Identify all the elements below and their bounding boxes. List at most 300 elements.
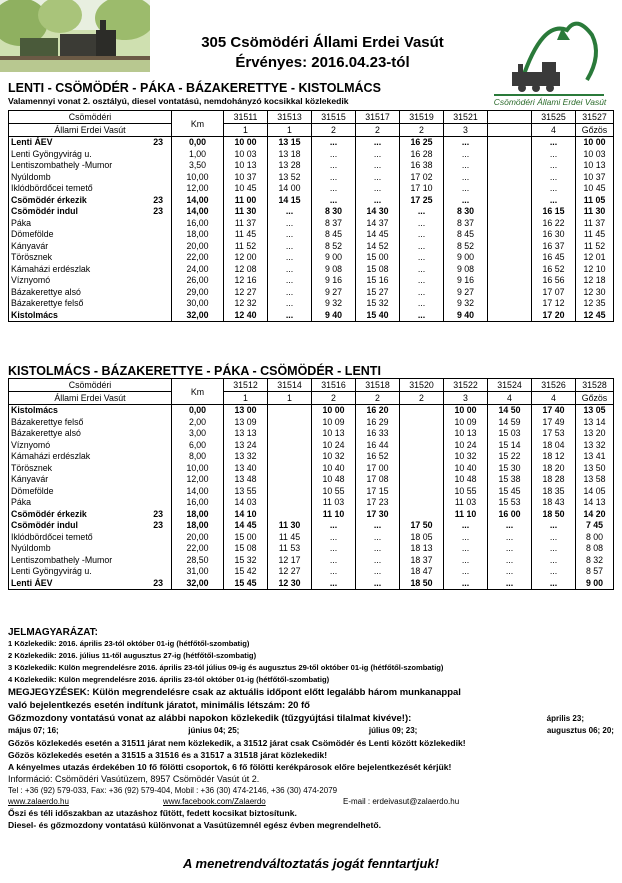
departure-time: ... — [444, 183, 488, 195]
station-label: Páka — [11, 217, 32, 228]
departure-time: 11 37 — [576, 218, 614, 230]
train-note: Gőzös — [576, 124, 614, 137]
departure-time: 11 53 — [268, 543, 312, 555]
departure-time: 10 00 — [312, 405, 356, 417]
departure-time — [488, 252, 532, 264]
departure-time: 9 00 — [576, 578, 614, 590]
station-label: Nyúldomb — [11, 543, 51, 553]
station-name — [9, 440, 172, 452]
departure-time: 8 00 — [576, 532, 614, 544]
departure-time: 10 48 — [444, 474, 488, 486]
departure-time: 12 08 — [224, 264, 268, 276]
departure-time: ... — [312, 520, 356, 532]
table-reference: 23 — [153, 520, 163, 530]
distance-km: 32,00 — [172, 310, 224, 322]
station-label: Törösznek — [11, 252, 53, 262]
station-row — [9, 137, 614, 149]
station-row — [9, 172, 614, 184]
info-address: Információ: Csömödéri Vasútüzem, 8957 Csömödér Vasút út 2. — [8, 774, 260, 784]
route2-title: KISTOLMÁCS - BÁZAKERETTYE - PÁKA - CSÖMÖDÉR - LENTI — [8, 364, 381, 378]
station-row — [9, 310, 614, 322]
departure-time: ... — [312, 137, 356, 149]
departure-time: 11 37 — [224, 218, 268, 230]
departure-time: 14 05 — [576, 486, 614, 498]
departure-time: ... — [312, 578, 356, 590]
departure-time: 10 00 — [576, 137, 614, 149]
station-label: Iklódbördőcei temető — [11, 531, 93, 542]
steam-days-row — [8, 712, 614, 725]
station-label: Csömödér érkezik — [11, 194, 87, 205]
departure-time: 13 55 — [224, 486, 268, 498]
departure-time: 9 08 — [312, 264, 356, 276]
steam-days-text: Gőzmozdony vontatású vonat az alábbi napokon közlekedik (tűzgyújtási tilalmat kivéve!): — [8, 713, 412, 724]
train-number: 31519 — [400, 111, 444, 124]
station-name — [9, 252, 172, 264]
departure-time — [488, 160, 532, 172]
departure-time: 13 41 — [576, 451, 614, 463]
departure-time: ... — [268, 206, 312, 218]
departure-time — [268, 428, 312, 440]
distance-km: 29,00 — [172, 287, 224, 299]
departure-time: 9 00 — [444, 252, 488, 264]
departure-time: 14 59 — [488, 417, 532, 429]
train-note: 2 — [400, 124, 444, 137]
station-name — [9, 149, 172, 161]
departure-time: ... — [444, 520, 488, 532]
station-label: Bázakerettye felső — [11, 416, 84, 427]
info-phones: Tel : +36 (92) 579-033, Fax: +36 (92) 579-404, Mobil : +36 (30) 474-2146, +36 (30) 474-2079 — [8, 786, 338, 795]
station-name — [9, 241, 172, 253]
departure-time: ... — [356, 578, 400, 590]
station-row — [9, 229, 614, 241]
departure-time: 10 24 — [444, 440, 488, 452]
departure-time: 8 52 — [312, 241, 356, 253]
departure-time: 14 37 — [356, 218, 400, 230]
departure-time: 10 45 — [576, 183, 614, 195]
departure-time: 18 35 — [532, 486, 576, 498]
departure-time: 15 27 — [356, 287, 400, 299]
station-row — [9, 509, 614, 521]
route1-subtitle: Valamennyi vonat 2. osztályú, diesel vontatású, nemdohányzó kocsikkal közlekedik — [8, 96, 349, 106]
departure-time: 11 10 — [312, 509, 356, 521]
distance-km: 0,00 — [172, 405, 224, 417]
departure-time: 17 30 — [356, 509, 400, 521]
departure-time: 18 50 — [400, 578, 444, 590]
station-name — [9, 566, 172, 578]
departure-time: 18 43 — [532, 497, 576, 509]
departure-time: 11 52 — [576, 241, 614, 253]
train-note: 2 — [356, 392, 400, 405]
station-row — [9, 451, 614, 463]
departure-time: 13 32 — [576, 440, 614, 452]
distance-km: 3,00 — [172, 428, 224, 440]
departure-time: 15 14 — [488, 440, 532, 452]
departure-time: 11 45 — [268, 532, 312, 544]
departure-time — [268, 497, 312, 509]
departure-time — [400, 474, 444, 486]
station-row — [9, 275, 614, 287]
train-number: 31522 — [444, 379, 488, 392]
departure-time: 18 28 — [532, 474, 576, 486]
station-name — [9, 310, 172, 322]
train-number: 31528 — [576, 379, 614, 392]
station-name — [9, 298, 172, 310]
station-name — [9, 486, 172, 498]
email-text: E-mail : erdeivasut@zalaerdo.hu — [343, 797, 460, 806]
station-name — [9, 218, 172, 230]
station-name — [9, 463, 172, 475]
station-row — [9, 555, 614, 567]
station-row — [9, 417, 614, 429]
distance-km: 14,00 — [172, 195, 224, 207]
departure-time: ... — [400, 275, 444, 287]
departure-time: 12 01 — [576, 252, 614, 264]
station-row — [9, 183, 614, 195]
train-number: 31516 — [312, 379, 356, 392]
train-note: 4 — [488, 392, 532, 405]
station-label: Kistolmács — [11, 405, 58, 415]
departure-time: 16 52 — [356, 451, 400, 463]
departure-time — [400, 417, 444, 429]
departure-time: 12 30 — [576, 287, 614, 299]
departure-time: 17 12 — [532, 298, 576, 310]
legend — [8, 627, 614, 831]
station-row — [9, 287, 614, 299]
departure-time — [400, 509, 444, 521]
departure-time: ... — [488, 566, 532, 578]
train-note: 1 — [268, 392, 312, 405]
station-name — [9, 160, 172, 172]
station-label: Kányavár — [11, 474, 49, 484]
departure-time: 14 30 — [356, 206, 400, 218]
departure-time: 12 30 — [268, 578, 312, 590]
departure-time: 11 45 — [224, 229, 268, 241]
header-km: Km — [172, 379, 224, 405]
departure-time: 13 24 — [224, 440, 268, 452]
departure-time: 8 30 — [312, 206, 356, 218]
departure-time: 9 32 — [312, 298, 356, 310]
departure-time: ... — [356, 566, 400, 578]
departure-time — [400, 440, 444, 452]
departure-time: 18 37 — [400, 555, 444, 567]
station-row — [9, 160, 614, 172]
departure-time — [488, 298, 532, 310]
departure-time: ... — [444, 160, 488, 172]
departure-time: 12 35 — [576, 298, 614, 310]
departure-time: 16 25 — [400, 137, 444, 149]
train-number: 31527 — [576, 111, 614, 124]
station-row — [9, 206, 614, 218]
facebook-link[interactable]: www.facebook.com/Zalaerdo — [163, 797, 266, 806]
departure-time: ... — [444, 555, 488, 567]
distance-km: 28,50 — [172, 555, 224, 567]
distance-km: 10,00 — [172, 172, 224, 184]
station-row — [9, 264, 614, 276]
departure-time: 9 32 — [444, 298, 488, 310]
distance-km: 18,00 — [172, 520, 224, 532]
railway-logo — [482, 10, 617, 110]
station-row — [9, 486, 614, 498]
departure-time: 14 00 — [268, 183, 312, 195]
distance-km: 20,00 — [172, 532, 224, 544]
station-name — [9, 509, 172, 521]
departure-time — [268, 440, 312, 452]
departure-time: ... — [312, 160, 356, 172]
departure-time: 14 52 — [356, 241, 400, 253]
station-row — [9, 520, 614, 532]
header-company: Állami Erdei Vasút — [9, 124, 172, 137]
distance-km: 0,00 — [172, 137, 224, 149]
train-number: 31518 — [356, 379, 400, 392]
departure-time: ... — [444, 195, 488, 207]
station-label: Csömödér indul — [11, 206, 78, 216]
distance-km: 8,00 — [172, 451, 224, 463]
departure-time: 8 37 — [312, 218, 356, 230]
departure-time: 18 13 — [400, 543, 444, 555]
train-note: 2 — [312, 124, 356, 137]
route1-title: LENTI - CSÖMÖDÉR - PÁKA - BÁZAKERETTYE - KISTOLMÁCS — [8, 81, 381, 95]
departure-time: 16 28 — [400, 149, 444, 161]
departure-time: 10 13 — [312, 428, 356, 440]
departure-time: ... — [356, 543, 400, 555]
station-row — [9, 428, 614, 440]
departure-time: 18 47 — [400, 566, 444, 578]
header-row — [9, 124, 614, 137]
steam-date: május 07; 16; — [8, 726, 59, 735]
departure-time: 16 37 — [532, 241, 576, 253]
departure-time: 11 05 — [576, 195, 614, 207]
departure-time: 10 40 — [444, 463, 488, 475]
station-label: Páka — [11, 497, 32, 507]
departure-time: 10 37 — [224, 172, 268, 184]
steam-date: április 23; — [546, 714, 584, 723]
station-name — [9, 206, 172, 218]
departure-time — [400, 486, 444, 498]
departure-time: 13 15 — [268, 137, 312, 149]
departure-time: 16 44 — [356, 440, 400, 452]
departure-time: 13 58 — [576, 474, 614, 486]
departure-time: 11 10 — [444, 509, 488, 521]
train-note: 2 — [312, 392, 356, 405]
departure-time: 15 00 — [356, 252, 400, 264]
departure-time: ... — [444, 532, 488, 544]
train-number: 31513 — [268, 111, 312, 124]
departure-time: ... — [312, 149, 356, 161]
header-company: Állami Erdei Vasút — [9, 392, 172, 405]
departure-time: 14 20 — [576, 509, 614, 521]
departure-time: 11 52 — [224, 241, 268, 253]
departure-time: ... — [400, 252, 444, 264]
departure-time: 17 10 — [400, 183, 444, 195]
departure-time: 11 45 — [576, 229, 614, 241]
departure-time: 13 20 — [576, 428, 614, 440]
steam-note: Gőzös közlekedés esetén a 31515 a 31516 és a 31517 a 31518 járat közlekedik! — [8, 750, 328, 760]
steam-date: június 04; 25; — [188, 726, 240, 735]
departure-time: ... — [488, 532, 532, 544]
departure-time: 10 45 — [224, 183, 268, 195]
table-reference: 23 — [153, 508, 163, 519]
logo-caption: Csömödéri Állami Erdei Vasút — [493, 97, 607, 107]
departure-time — [400, 463, 444, 475]
departure-time: ... — [400, 206, 444, 218]
departure-time: ... — [532, 160, 576, 172]
departure-time: 12 10 — [576, 264, 614, 276]
departure-time: 8 30 — [444, 206, 488, 218]
departure-time: 18 50 — [532, 509, 576, 521]
train-photo — [0, 0, 150, 72]
departure-time — [488, 195, 532, 207]
departure-time: 10 13 — [444, 428, 488, 440]
diesel-note: Diesel- és gőzmozdony vontatású különvonat a Vasútüzemnél egész évben megrendelhető. — [8, 820, 381, 830]
departure-time: ... — [488, 578, 532, 590]
distance-km: 10,00 — [172, 463, 224, 475]
departure-time: 17 02 — [400, 172, 444, 184]
departure-time: 9 08 — [444, 264, 488, 276]
distance-km: 3,50 — [172, 160, 224, 172]
departure-time: 9 27 — [312, 287, 356, 299]
departure-time — [488, 149, 532, 161]
departure-time: 10 00 — [224, 137, 268, 149]
station-label: Kámaházi erdészlak — [11, 263, 91, 274]
departure-time — [488, 172, 532, 184]
departure-time: 15 16 — [356, 275, 400, 287]
departure-time: 13 13 — [224, 428, 268, 440]
departure-time: ... — [268, 275, 312, 287]
departure-time: 15 45 — [488, 486, 532, 498]
departure-time: 15 08 — [224, 543, 268, 555]
departure-time: ... — [356, 160, 400, 172]
distance-km: 6,00 — [172, 440, 224, 452]
departure-time: 8 57 — [576, 566, 614, 578]
departure-time: 15 22 — [488, 451, 532, 463]
departure-time — [268, 486, 312, 498]
departure-time: 15 03 — [488, 428, 532, 440]
train-note: 1 — [224, 124, 268, 137]
station-name — [9, 275, 172, 287]
departure-time: ... — [268, 241, 312, 253]
steam-dates-row — [8, 725, 614, 737]
departure-time: ... — [268, 252, 312, 264]
station-row — [9, 405, 614, 417]
departure-time: ... — [356, 532, 400, 544]
validity-date: Érvényes: 2016.04.23-tól — [235, 54, 410, 71]
departure-time: 9 16 — [312, 275, 356, 287]
steam-date: augusztus 06; 20; — [546, 726, 614, 735]
distance-km: 32,00 — [172, 578, 224, 590]
departure-time: 16 22 — [532, 218, 576, 230]
departure-time: 9 40 — [444, 310, 488, 322]
departure-time: ... — [356, 195, 400, 207]
station-label: Bázakerettye felső — [11, 298, 84, 308]
header-km: Km — [172, 111, 224, 137]
train-number: 31520 — [400, 379, 444, 392]
departure-time: ... — [400, 298, 444, 310]
departure-time: 8 37 — [444, 218, 488, 230]
departure-time: 14 03 — [224, 497, 268, 509]
departure-time: ... — [444, 172, 488, 184]
departure-time: ... — [312, 183, 356, 195]
distance-km: 12,00 — [172, 474, 224, 486]
train-note: 1 — [268, 124, 312, 137]
departure-time: 11 30 — [224, 206, 268, 218]
station-name — [9, 172, 172, 184]
departure-time: 15 32 — [356, 298, 400, 310]
station-name — [9, 428, 172, 440]
departure-time — [488, 206, 532, 218]
departure-time: ... — [268, 298, 312, 310]
station-name — [9, 264, 172, 276]
station-name — [9, 532, 172, 544]
distance-km: 26,00 — [172, 275, 224, 287]
departure-time: 10 24 — [312, 440, 356, 452]
departure-time: 17 40 — [532, 405, 576, 417]
departure-time: ... — [268, 264, 312, 276]
departure-time: ... — [356, 172, 400, 184]
station-row — [9, 252, 614, 264]
train-note: 3 — [444, 392, 488, 405]
departure-time: 13 05 — [576, 405, 614, 417]
timetable-title: 305 Csömödéri Állami Erdei Vasút — [201, 34, 444, 51]
departure-time: ... — [532, 149, 576, 161]
station-label: Víznyomó — [11, 439, 51, 450]
station-name — [9, 578, 172, 590]
distance-km: 2,00 — [172, 417, 224, 429]
departure-time: 12 27 — [224, 287, 268, 299]
departure-time: ... — [532, 555, 576, 567]
departure-time: 17 49 — [532, 417, 576, 429]
departure-time: 10 03 — [224, 149, 268, 161]
departure-time: 11 30 — [576, 206, 614, 218]
departure-time: ... — [444, 578, 488, 590]
departure-time: ... — [400, 310, 444, 322]
departure-time: 17 23 — [356, 497, 400, 509]
station-label: Bázakerettye alsó — [11, 428, 81, 438]
departure-time: 16 00 — [488, 509, 532, 521]
departure-time: 15 42 — [224, 566, 268, 578]
departure-time: 14 45 — [224, 520, 268, 532]
station-label: Iklódbördőcei temető — [11, 183, 93, 193]
legend-item: 2 Közlekedik: 2016. július 11-től augusztus 27-ig (hétfőtől-szombatig) — [8, 651, 257, 660]
departure-time: 14 50 — [488, 405, 532, 417]
departure-time: 17 15 — [356, 486, 400, 498]
departure-time: 7 45 — [576, 520, 614, 532]
station-label: Dömefölde — [11, 485, 54, 496]
departure-time: 11 30 — [268, 520, 312, 532]
departure-time: 14 45 — [356, 229, 400, 241]
departure-time: ... — [312, 555, 356, 567]
departure-time: ... — [488, 520, 532, 532]
header-company: Csömödéri — [9, 111, 172, 124]
distance-km: 14,00 — [172, 486, 224, 498]
departure-time: 13 14 — [576, 417, 614, 429]
distance-km: 24,00 — [172, 264, 224, 276]
departure-time: 8 32 — [576, 555, 614, 567]
departure-time — [400, 405, 444, 417]
departure-time — [400, 497, 444, 509]
timetable-route2 — [8, 378, 614, 590]
station-row — [9, 578, 614, 590]
departure-time: 16 20 — [356, 405, 400, 417]
departure-time: 10 40 — [312, 463, 356, 475]
departure-time — [268, 417, 312, 429]
departure-time: 10 32 — [312, 451, 356, 463]
footer-disclaimer: A menetrendváltoztatás jogát fenntartjuk! — [183, 856, 439, 871]
website-link[interactable]: www.zalaerdo.hu — [8, 797, 69, 806]
departure-time: 12 18 — [576, 275, 614, 287]
table-reference: 23 — [153, 577, 163, 588]
departure-time: ... — [312, 532, 356, 544]
departure-time — [268, 509, 312, 521]
